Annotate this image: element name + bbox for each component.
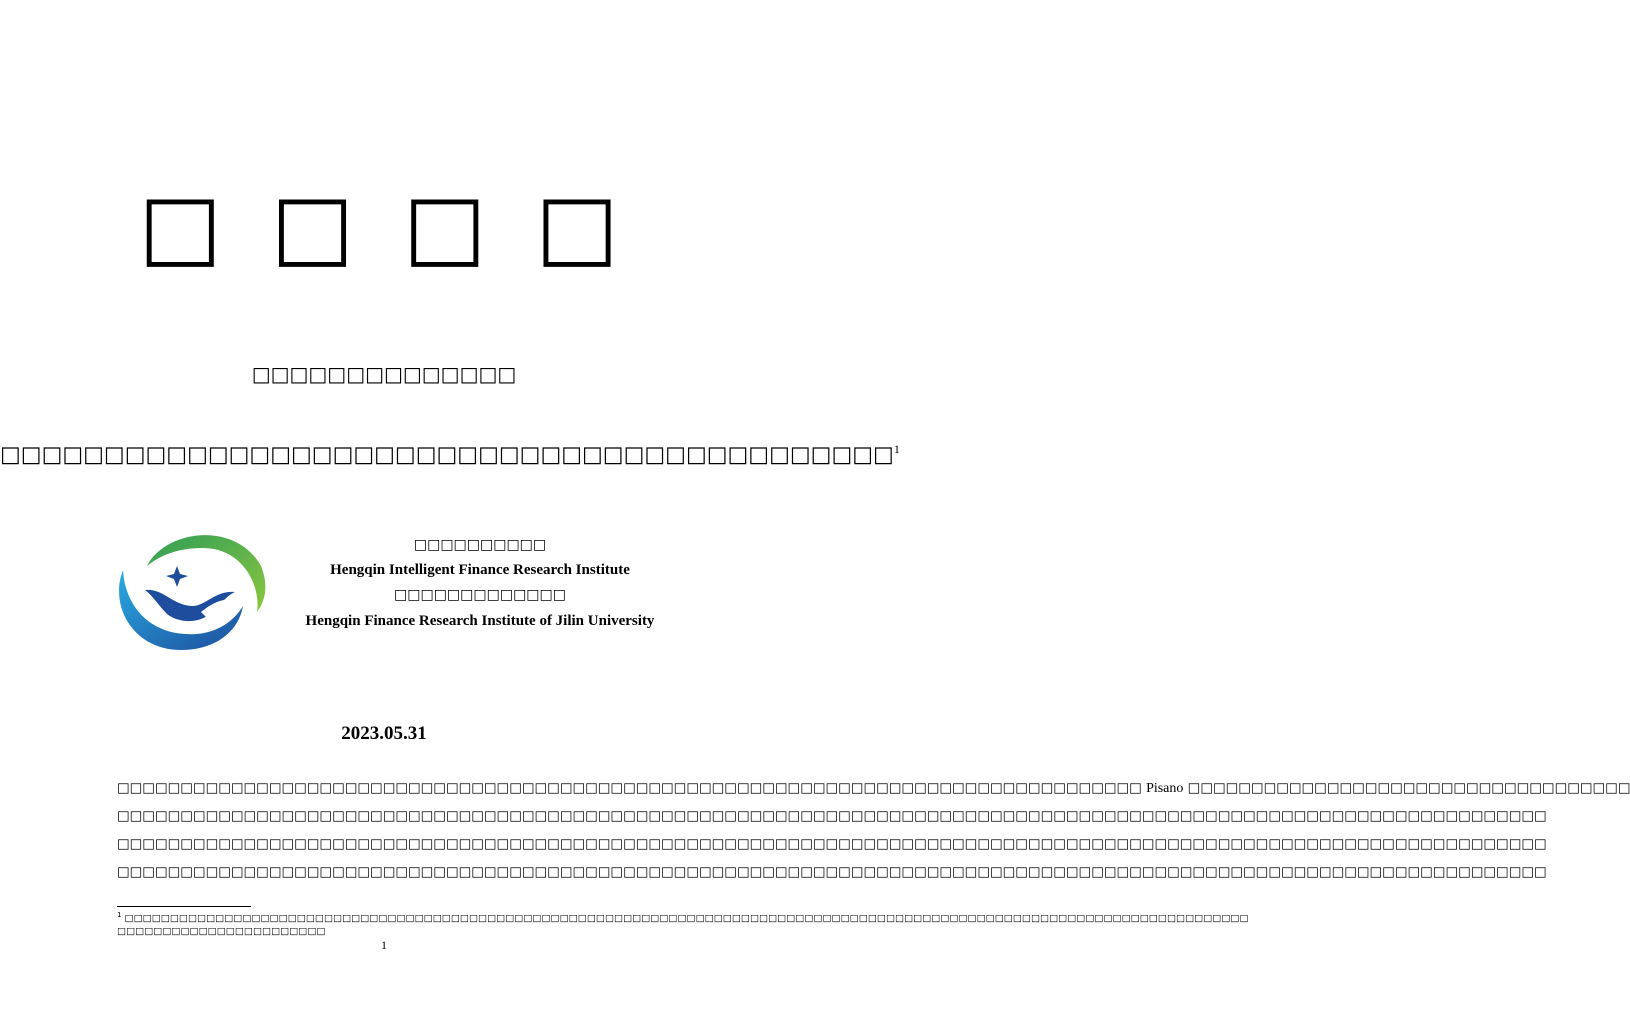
paragraph-text: □□□□□□□□□□□□□□□□□□□□□□□□□□□□□□□□□□□ (1183, 781, 1630, 796)
institute-logo-icon (115, 526, 267, 652)
paragraph-text: □□□□□□□□□□□□□□□□□□□□□□□□□□□□□□□□□□□□□□□□□□□□□□□□□□□□□□□□□□□□□□□□□□□□□□□□□□□□□□□□□□□□□□□□□□□□□□□□□□□□□□□□□□□□□□□□□ (117, 865, 1547, 880)
paragraph-text: □□□□□□□□□□□□□□□□□□□□□□□□□□□□□□□□□□□□□□□□□□□□□□□□□□□□□□□□□□□□□□□□□□□□□□□□□□□□□□□□□□□□□□□□□□□□□□□□□□□□□□□□□□□□□□□□□ (117, 837, 1547, 852)
document-title: □ □ □ □ (138, 174, 630, 277)
document-subtitle: □□□□□□□□□□□□□□ (251, 362, 517, 386)
headline-footnote-ref: 1 (893, 442, 900, 456)
paragraph-line (117, 803, 1547, 831)
paragraph-latin-term: Pisano (1146, 781, 1184, 796)
paragraph-line (117, 775, 1630, 803)
abstract-paragraph (117, 775, 1630, 887)
footnote-text: □□□□□□□□□□□□□□□□□□□□□□□□□□□□□□□□□□□□□□□□□□□□□□□□□□□□□□□□□□□□□□□□□□□□□□□□□□□□□□□□□□□□□□□□□□□□□□□□□□□□□□□□□□□□□□□□□□□□□□□□□□□□ (124, 913, 1249, 925)
institute-name-cn: □□□□□□□□□□ (413, 537, 547, 553)
headline-text: □□□□□□□□□□□□□□□□□□□□□□□□□□□□□□□□□□□□□□□□□□□ (0, 442, 894, 468)
paragraph-text: □□□□□□□□□□□□□□□□□□□□□□□□□□□□□□□□□□□□□□□□□□□□□□□□□□□□□□□□□□□□□□□□□□□□□□□□□□□□□□□□□ (117, 781, 1147, 796)
footnote-text: □□□□□□□□□□□□□□□□□□□□□□□ (117, 926, 326, 938)
footnote-line (117, 909, 1249, 925)
footnote-number: 1 (117, 911, 122, 919)
report-date: 2023.05.31 (341, 723, 427, 744)
footnote (117, 909, 1249, 938)
page-number: 1 (381, 938, 387, 952)
paragraph-text: □□□□□□□□□□□□□□□□□□□□□□□□□□□□□□□□□□□□□□□□□□□□□□□□□□□□□□□□□□□□□□□□□□□□□□□□□□□□□□□□□□□□□□□□□□□□□□□□□□□□□□□□□□□□□□□□□ (117, 809, 1547, 824)
institute-name-en: Hengqin Intelligent Finance Research Institute (330, 562, 630, 578)
institute-name-en: Hengqin Finance Research Institute of Jilin University (305, 613, 655, 629)
footnote-separator (117, 906, 251, 907)
paragraph-line (117, 831, 1547, 859)
institute-name-cn: □□□□□□□□□□□□□ (394, 587, 566, 603)
report-headline (0, 434, 900, 470)
paragraph-line (117, 859, 1547, 887)
